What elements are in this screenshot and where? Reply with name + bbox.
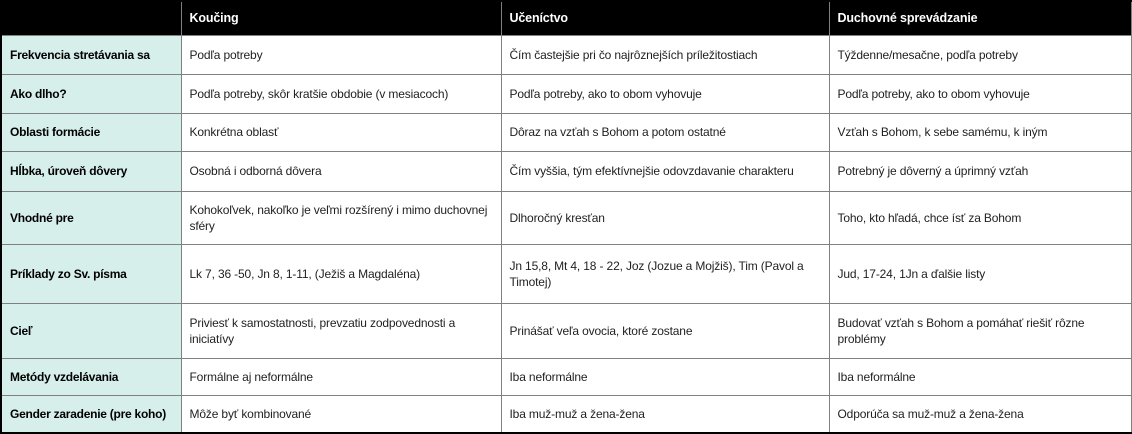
table-cell: Podľa potreby, skôr kratšie obdobie (v mesiacoch) [181, 74, 501, 113]
table-cell: Podľa potreby [181, 35, 501, 74]
table-row [1, 74, 1131, 113]
header-row [1, 1, 1131, 35]
table-row [1, 395, 1131, 433]
row-header: Oblasti formácie [1, 113, 181, 151]
table-cell: Osobná i odborná dôvera [181, 151, 501, 191]
row-header: Ako dlho? [1, 74, 181, 113]
table-cell: Dôraz na vzťah s Bohom a potom ostatné [501, 113, 829, 151]
table-cell: Jud, 17-24, 1Jn a ďalšie listy [829, 244, 1131, 303]
table-row [1, 191, 1131, 244]
table-cell: Budovať vzťah s Bohom a pomáhať riešiť rôzne problémy [829, 303, 1131, 358]
row-header: Gender zaradenie (pre koho) [1, 395, 181, 433]
column-header-koucing: Koučing [181, 1, 501, 35]
table-cell: Lk 7, 36 -50, Jn 8, 1-11, (Ježiš a Magdaléna) [181, 244, 501, 303]
row-header: Metódy vzdelávania [1, 358, 181, 395]
table-cell: Dlhoročný kresťan [501, 191, 829, 244]
row-header: Vhodné pre [1, 191, 181, 244]
table-cell: Jn 15,8, Mt 4, 18 - 22, Joz (Jozue a Mojžiš), Tim (Pavol a Timotej) [501, 244, 829, 303]
table-row [1, 358, 1131, 395]
table-cell: Prinášať veľa ovocia, ktoré zostane [501, 303, 829, 358]
table-cell: Toho, kto hľadá, chce ísť za Bohom [829, 191, 1131, 244]
table-row [1, 113, 1131, 151]
table-row [1, 151, 1131, 191]
row-header: Frekvencia stretávania sa [1, 35, 181, 74]
table-cell: Podľa potreby, ako to obom vyhovuje [829, 74, 1131, 113]
column-header-ucenictvo: Učeníctvo [501, 1, 829, 35]
table-cell: Iba neformálne [501, 358, 829, 395]
table-cell: Vzťah s Bohom, k sebe samému, k iným [829, 113, 1131, 151]
table-cell: Čím častejšie pri čo najrôznejších príležitostiach [501, 35, 829, 74]
table-cell: Čím vyššia, tým efektívnejšie odovzdavanie charakteru [501, 151, 829, 191]
table-cell: Môže byť kombinované [181, 395, 501, 433]
column-header-duchovne-sprevadzanie: Duchovné sprevádzanie [829, 1, 1131, 35]
table-cell: Formálne aj neformálne [181, 358, 501, 395]
table-cell: Kohokoľvek, nakoľko je veľmi rozšírený i mimo duchovnej sféry [181, 191, 501, 244]
table-cell: Konkrétna oblasť [181, 113, 501, 151]
table-cell: Iba muž-muž a žena-žena [501, 395, 829, 433]
table-cell: Týždenne/mesačne, podľa potreby [829, 35, 1131, 74]
corner-header-cell [1, 1, 181, 35]
table-cell: Podľa potreby, ako to obom vyhovuje [501, 74, 829, 113]
row-header: Príklady zo Sv. písma [1, 244, 181, 303]
table-row [1, 244, 1131, 303]
table-row [1, 35, 1131, 74]
table-cell: Potrebný je dôverný a úprimný vzťah [829, 151, 1131, 191]
table-row [1, 303, 1131, 358]
table-cell: Priviesť k samostatnosti, prevzatiu zodpovednosti a iniciatívy [181, 303, 501, 358]
table-cell: Odporúča sa muž-muž a žena-žena [829, 395, 1131, 433]
row-header: Hĺbka, úroveň dôvery [1, 151, 181, 191]
table-cell: Iba neformálne [829, 358, 1131, 395]
row-header: Cieľ [1, 303, 181, 358]
